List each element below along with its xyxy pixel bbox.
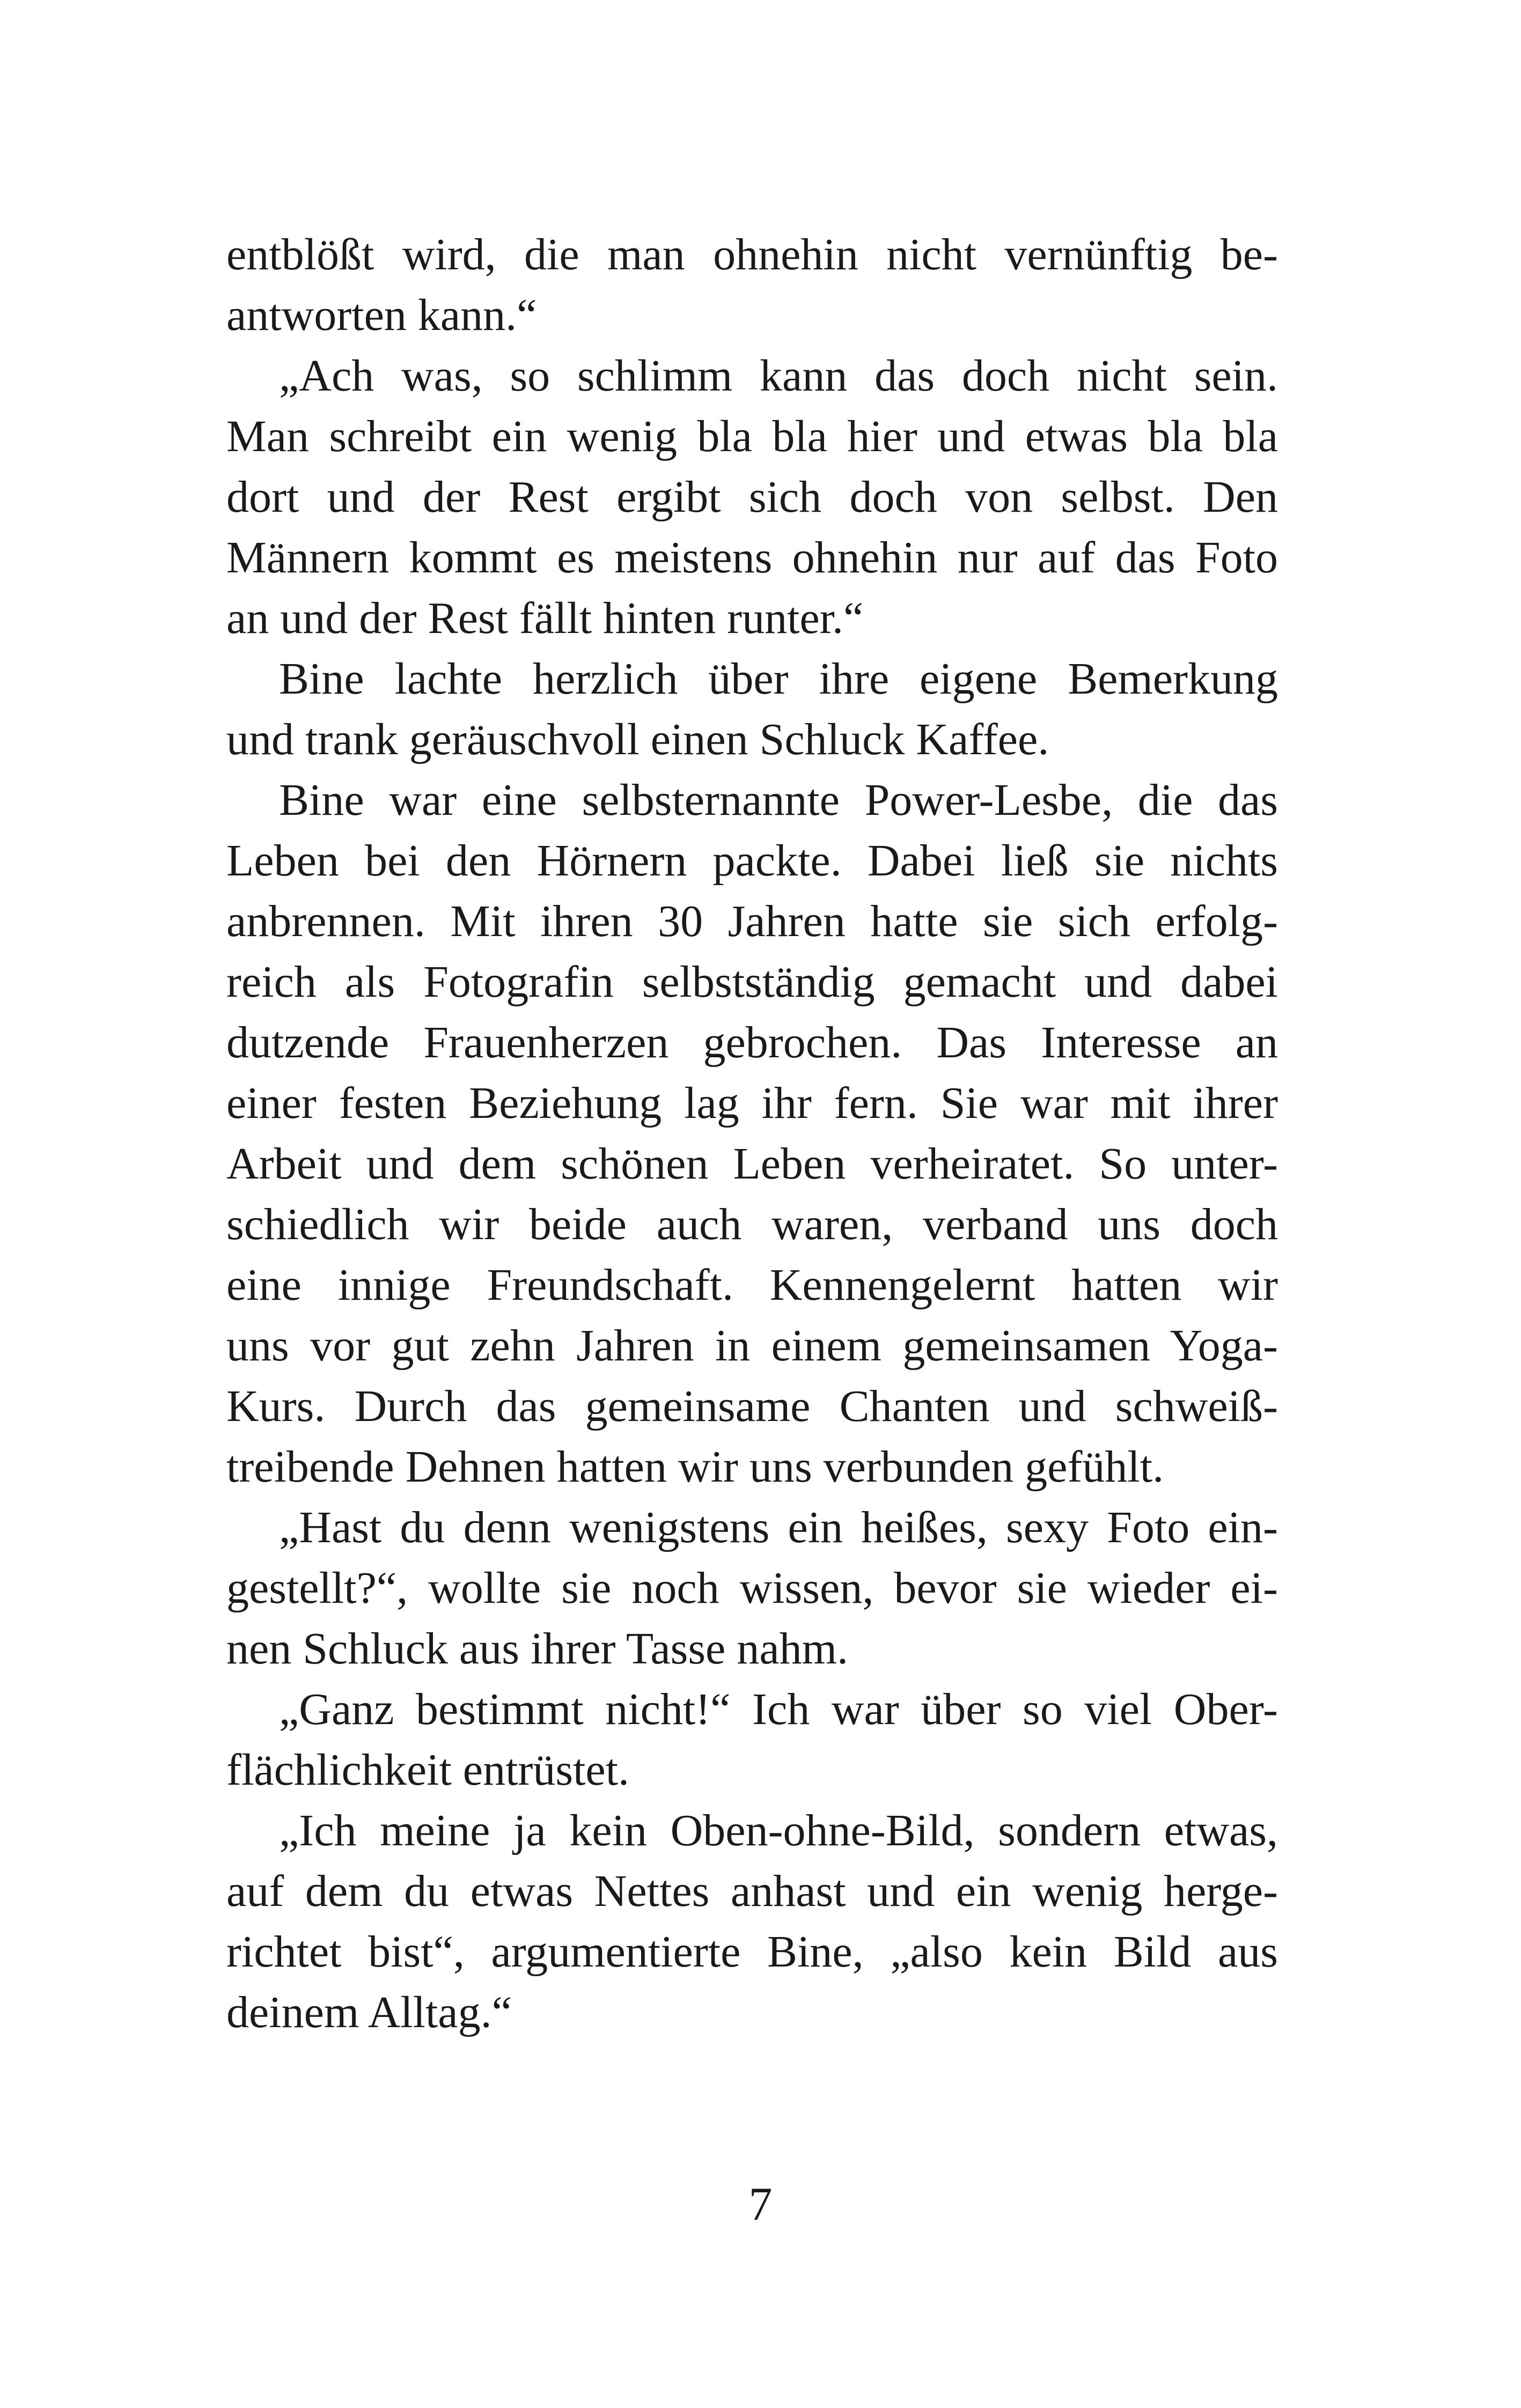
text-line: anbrennen. Mit ihren 30 Jahren hatte sie sich erfolg- bbox=[226, 896, 1278, 946]
text-line: Kurs. Durch das gemeinsame Chanten und schweiß- bbox=[226, 1381, 1278, 1431]
text-line: nen Schluck aus ihrer Tasse nahm. bbox=[226, 1624, 848, 1674]
paragraph bbox=[226, 649, 1278, 770]
paragraph bbox=[226, 1679, 1278, 1800]
text-line: Arbeit und dem schönen Leben verheiratet. So unter- bbox=[226, 1139, 1278, 1189]
text-line: reich als Fotografin selbstständig gemacht und dabei bbox=[226, 957, 1278, 1007]
text-line: Leben bei den Hörnern packte. Dabei ließ sie nichts bbox=[226, 836, 1278, 886]
text-line: dutzende Frauenherzen gebrochen. Das Interesse an bbox=[226, 1018, 1278, 1067]
text-line: richtet bist“, argumentierte Bine, „also kein Bild aus bbox=[226, 1927, 1278, 1977]
text-line: „Ich meine ja kein Oben-ohne-Bild, sondern etwas, bbox=[279, 1806, 1278, 1855]
text-line: antworten kann.“ bbox=[226, 290, 537, 340]
text-line: entblößt wird, die man ohnehin nicht vernünftig be- bbox=[226, 230, 1278, 279]
paragraph bbox=[226, 224, 1278, 345]
text-line: schiedlich wir beide auch waren, verband uns doch bbox=[226, 1199, 1278, 1249]
paragraph bbox=[226, 1497, 1278, 1679]
text-line: dort und der Rest ergibt sich doch von selbst. Den bbox=[226, 472, 1278, 522]
text-line: flächlichkeit entrüstet. bbox=[226, 1745, 630, 1795]
paragraph bbox=[226, 770, 1278, 1497]
text-line: Bine war eine selbsternannte Power-Lesbe, die das bbox=[279, 775, 1278, 825]
text-line: auf dem du etwas Nettes anhast und ein wenig herge- bbox=[226, 1866, 1278, 1916]
text-line: Männern kommt es meistens ohnehin nur auf das Foto bbox=[226, 533, 1278, 583]
text-line: eine innige Freundschaft. Kennengelernt hatten wir bbox=[226, 1260, 1278, 1310]
text-line: uns vor gut zehn Jahren in einem gemeinsamen Yoga- bbox=[226, 1321, 1278, 1371]
page-number: 7 bbox=[748, 2178, 773, 2230]
text-line: „Ach was, so schlimm kann das doch nicht sein. bbox=[279, 351, 1278, 401]
text-line: Man schreibt ein wenig bla bla hier und etwas bla bla bbox=[226, 411, 1278, 461]
text-line: einer festen Beziehung lag ihr fern. Sie war mit ihrer bbox=[226, 1078, 1278, 1128]
paragraph bbox=[226, 1800, 1278, 2043]
text-line: Bine lachte herzlich über ihre eigene Bemerkung bbox=[279, 654, 1278, 704]
text-line: deinem Alltag.“ bbox=[226, 1987, 512, 2037]
text-line: und trank geräuschvoll einen Schluck Kaffee. bbox=[226, 715, 1049, 764]
body-text bbox=[226, 224, 1278, 2043]
paragraph bbox=[226, 345, 1278, 649]
text-line: an und der Rest fällt hinten runter.“ bbox=[226, 593, 864, 643]
text-line: „Hast du denn wenigstens ein heißes, sexy Foto ein- bbox=[279, 1503, 1278, 1552]
text-line: „Ganz bestimmt nicht!“ Ich war über so viel Ober- bbox=[279, 1684, 1278, 1734]
text-line: treibende Dehnen hatten wir uns verbunden gefühlt. bbox=[226, 1442, 1164, 1492]
text-line: gestellt?“, wollte sie noch wissen, bevor sie wieder ei- bbox=[226, 1563, 1278, 1613]
